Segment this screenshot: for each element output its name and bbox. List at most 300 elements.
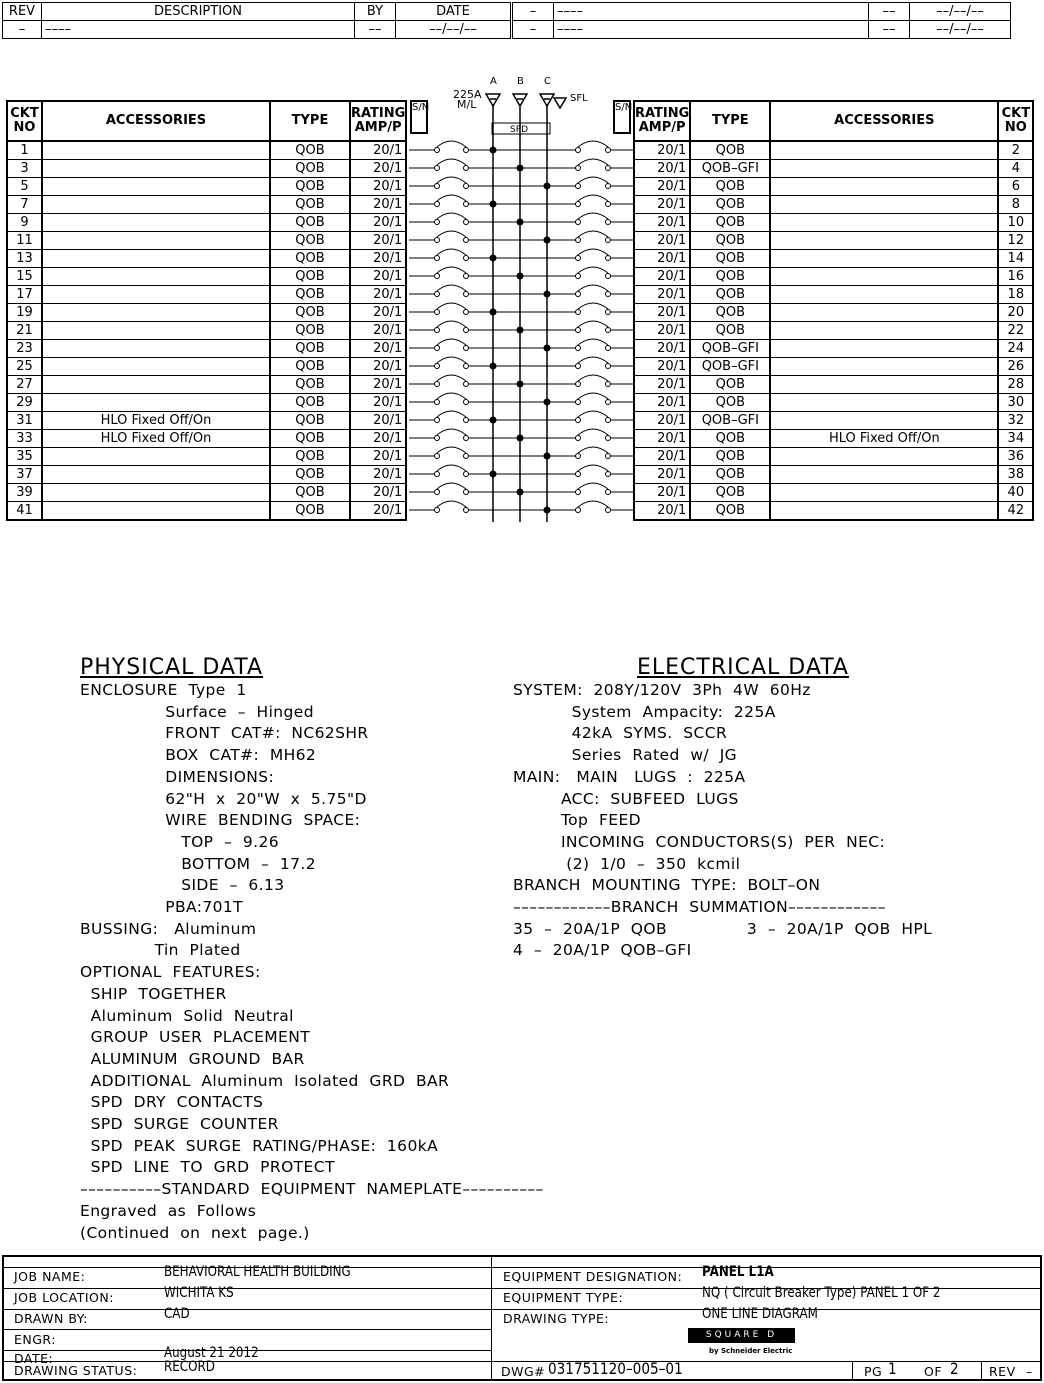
breaker-type: QOB [690, 178, 770, 196]
drawing-status-value: RECORD [164, 1359, 215, 1375]
right-breaker-terminal [576, 490, 581, 495]
right-breaker-arc [578, 483, 608, 489]
left-breaker-arc [437, 285, 466, 291]
left-sn-label: S/N [410, 100, 428, 134]
circuit-row [7, 214, 406, 232]
circuit-rating: 20/1 [350, 358, 406, 376]
drawn-by-label: DRAWN BY: [14, 1311, 88, 1326]
right-breaker-arc [578, 321, 608, 327]
right-breaker-terminal [576, 184, 581, 189]
breaker-type: QOB [690, 214, 770, 232]
circuit-rating: 20/1 [350, 160, 406, 178]
circuit-row [634, 141, 1033, 160]
left-breaker-arc [437, 159, 466, 165]
accessories-cell [770, 232, 998, 250]
left-breaker-terminal [464, 256, 469, 261]
accessories-cell: HLO Fixed Off/On [42, 430, 270, 448]
accessories-header: ACCESSORIES [42, 101, 270, 141]
breaker-type: QOB [270, 448, 350, 466]
left-breaker-arc [437, 393, 466, 399]
bus-connection-dot [490, 363, 497, 370]
bus-connection-dot [490, 309, 497, 316]
data-line: Series Rated w/ JG [513, 746, 738, 765]
left-breaker-arc [437, 357, 466, 363]
circuit-rating: 20/1 [350, 232, 406, 250]
date-value: August 21 2012 [164, 1345, 259, 1361]
circuit-number: 31 [7, 412, 42, 430]
equipment-designation-value: PANEL L1A [702, 1264, 774, 1280]
left-breaker-arc [437, 501, 466, 507]
revision-row [3, 21, 1011, 39]
breaker-type: QOB–GFI [690, 160, 770, 178]
description-cell: –––– [42, 21, 355, 39]
circuit-row [7, 232, 406, 250]
circuit-row [634, 502, 1033, 521]
right-breaker-arc [578, 177, 608, 183]
circuit-row [7, 340, 406, 358]
data-line: SPD LINE TO GRD PROTECT [80, 1158, 335, 1177]
circuit-number: 19 [7, 304, 42, 322]
circuit-number: 3 [7, 160, 42, 178]
breaker-type: QOB–GFI [690, 412, 770, 430]
breaker-type: QOB [690, 394, 770, 412]
accessories-cell [42, 376, 270, 394]
right-breaker-terminal [576, 256, 581, 261]
right-breaker-terminal [576, 454, 581, 459]
circuit-rating: 20/1 [350, 196, 406, 214]
circuit-rating: 20/1 [350, 412, 406, 430]
spd-label: SPD [510, 125, 529, 135]
breaker-type: QOB [270, 196, 350, 214]
circuit-row [7, 304, 406, 322]
circuit-rating: 20/1 [634, 196, 690, 214]
by-cell: –– [869, 3, 910, 21]
left-breaker-terminal [435, 436, 440, 441]
left-breaker-terminal [435, 166, 440, 171]
date-cell: ––/––/–– [396, 21, 512, 39]
circuit-row [634, 466, 1033, 484]
breaker-type: QOB [270, 268, 350, 286]
circuit-number: 32 [998, 412, 1033, 430]
job-location-label: JOB LOCATION: [14, 1290, 114, 1305]
breaker-type: QOB [690, 322, 770, 340]
description-cell: –––– [554, 3, 869, 21]
right-breaker-terminal [606, 238, 611, 243]
breaker-type: QOB [270, 214, 350, 232]
equipment-type-label: EQUIPMENT TYPE: [503, 1290, 624, 1305]
circuit-rating: 20/1 [350, 466, 406, 484]
data-line: ALUMINUM GROUND BAR [80, 1049, 305, 1068]
left-breaker-arc [437, 141, 466, 147]
circuit-rating: 20/1 [350, 214, 406, 232]
left-breaker-terminal [435, 274, 440, 279]
right-breaker-terminal [576, 148, 581, 153]
circuit-row [634, 250, 1033, 268]
right-breaker-terminal [576, 508, 581, 513]
right-breaker-arc [578, 357, 608, 363]
right-breaker-terminal [576, 166, 581, 171]
circuit-rating: 20/1 [350, 430, 406, 448]
left-breaker-terminal [464, 274, 469, 279]
job-location-value: WICHITA KS [164, 1285, 234, 1301]
data-line: BUSSING: Aluminum [80, 919, 257, 938]
bus-connection-dot [517, 165, 524, 172]
page-label: PG [864, 1364, 883, 1379]
right-breaker-arc [578, 267, 608, 273]
accessories-cell [42, 466, 270, 484]
circuit-rating: 20/1 [350, 304, 406, 322]
description-cell: –––– [554, 21, 869, 39]
accessories-cell [42, 160, 270, 178]
accessories-cell [770, 484, 998, 502]
right-breaker-terminal [606, 220, 611, 225]
right-breaker-terminal [606, 418, 611, 423]
accessories-cell [770, 412, 998, 430]
circuit-row [634, 484, 1033, 502]
accessories-cell [770, 502, 998, 521]
right-breaker-terminal [576, 436, 581, 441]
accessories-cell: HLO Fixed Off/On [770, 430, 998, 448]
circuit-number: 23 [7, 340, 42, 358]
left-breaker-terminal [435, 238, 440, 243]
drawing-type-label: DRAWING TYPE: [503, 1311, 610, 1326]
accessories-cell [42, 141, 270, 160]
circuit-number: 21 [7, 322, 42, 340]
circuit-number: 37 [7, 466, 42, 484]
of-label: OF [924, 1364, 943, 1379]
bus-connection-dot [490, 471, 497, 478]
circuit-rating: 20/1 [634, 250, 690, 268]
title-block [2, 1255, 1042, 1381]
circuit-row [634, 232, 1033, 250]
accessories-cell [770, 448, 998, 466]
accessories-cell [42, 178, 270, 196]
breaker-type: QOB [270, 430, 350, 448]
breaker-type: QOB [270, 376, 350, 394]
circuit-number: 36 [998, 448, 1033, 466]
circuit-rating: 20/1 [634, 430, 690, 448]
data-line: ––––––––––STANDARD EQUIPMENT NAMEPLATE–––––––––– [80, 1180, 544, 1199]
circuit-row [7, 502, 406, 521]
physical-data-heading: PHYSICAL DATA [80, 655, 264, 680]
bus-connection-dot [544, 237, 551, 244]
accessories-cell [770, 196, 998, 214]
right-breaker-terminal [606, 436, 611, 441]
breaker-type: QOB [270, 340, 350, 358]
date-label: DATE: [14, 1351, 54, 1366]
left-circuit-table [6, 100, 407, 521]
data-line: ENCLOSURE Type 1 [80, 681, 247, 699]
left-breaker-terminal [435, 490, 440, 495]
circuit-rating: 20/1 [350, 376, 406, 394]
rev-cell: – [512, 21, 554, 39]
circuit-number: 8 [998, 196, 1033, 214]
right-breaker-terminal [606, 292, 611, 297]
accessories-cell [42, 196, 270, 214]
left-breaker-terminal [464, 490, 469, 495]
breaker-type: QOB [270, 178, 350, 196]
main-lug-symbols [486, 94, 566, 108]
circuit-rating: 20/1 [634, 502, 690, 521]
left-breaker-terminal [435, 418, 440, 423]
accessories-cell [770, 466, 998, 484]
ckt-no-header: CKT NO [998, 101, 1033, 141]
right-breaker-terminal [606, 490, 611, 495]
right-breaker-terminal [606, 508, 611, 513]
type-header: TYPE [270, 101, 350, 141]
breaker-type: QOB [690, 250, 770, 268]
circuit-rating: 20/1 [634, 376, 690, 394]
drawing-type-value: ONE LINE DIAGRAM [702, 1306, 818, 1322]
job-name-value: BEHAVIORAL HEALTH BUILDING [164, 1264, 351, 1280]
circuit-row [7, 268, 406, 286]
phase-b-label: B [517, 76, 524, 87]
right-breaker-terminal [576, 418, 581, 423]
left-breaker-terminal [435, 310, 440, 315]
left-breaker-arc [437, 195, 466, 201]
left-breaker-terminal [435, 220, 440, 225]
right-breaker-terminal [606, 364, 611, 369]
accessories-cell [42, 268, 270, 286]
dwg-number: 031751120–005–01 [548, 1359, 683, 1378]
breaker-type: QOB [690, 376, 770, 394]
electrical-data-block [513, 680, 932, 962]
data-line: 35 – 20A/1P QOB 3 – 20A/1P QOB HPL [513, 919, 933, 938]
circuit-row [634, 412, 1033, 430]
breaker-type: QOB [690, 232, 770, 250]
circuit-number: 20 [998, 304, 1033, 322]
drawing-status-label: DRAWING STATUS: [14, 1363, 138, 1378]
bus-connection-dot [544, 507, 551, 514]
circuit-number: 28 [998, 376, 1033, 394]
circuit-number: 15 [7, 268, 42, 286]
phase-c-label: C [544, 76, 551, 87]
data-line: 4 – 20A/1P QOB–GFI [513, 941, 692, 960]
right-breaker-terminal [576, 382, 581, 387]
data-line: SYSTEM: 208Y/120V 3Ph 4W 60Hz [513, 681, 811, 699]
accessories-cell [770, 376, 998, 394]
circuit-number: 17 [7, 286, 42, 304]
accessories-cell [42, 448, 270, 466]
right-breaker-arc [578, 375, 608, 381]
circuit-rating: 20/1 [634, 322, 690, 340]
circuit-rating: 20/1 [634, 214, 690, 232]
left-breaker-terminal [464, 472, 469, 477]
circuit-row [7, 430, 406, 448]
left-header-row [7, 101, 406, 141]
left-breaker-terminal [464, 400, 469, 405]
data-line: ACC: SUBFEED LUGS [513, 789, 739, 808]
accessories-cell [770, 141, 998, 160]
data-line: Tin Plated [80, 941, 241, 960]
breaker-type: QOB [270, 232, 350, 250]
data-line: ADDITIONAL Aluminum Isolated GRD BAR [80, 1071, 450, 1090]
breaker-symbols [409, 141, 634, 514]
left-breaker-terminal [464, 436, 469, 441]
circuit-rating: 20/1 [634, 484, 690, 502]
breaker-type: QOB [270, 484, 350, 502]
breaker-type: QOB [270, 286, 350, 304]
data-line: INCOMING CONDUCTORS(S) PER NEC: [513, 832, 886, 851]
circuit-row [634, 196, 1033, 214]
left-breaker-terminal [435, 256, 440, 261]
main-type-label: M/L [457, 98, 477, 111]
left-breaker-terminal [435, 328, 440, 333]
left-breaker-terminal [435, 148, 440, 153]
one-line-diagram [400, 70, 645, 525]
rev-cell: – [3, 21, 42, 39]
drawn-by-value: CAD [164, 1306, 190, 1322]
right-breaker-arc [578, 465, 608, 471]
circuit-row [7, 286, 406, 304]
breaker-type: QOB [270, 394, 350, 412]
accessories-cell [42, 304, 270, 322]
bus-connection-dot [544, 345, 551, 352]
circuit-number: 33 [7, 430, 42, 448]
data-line: (Continued on next page.) [80, 1223, 310, 1242]
circuit-row [7, 466, 406, 484]
right-breaker-terminal [606, 382, 611, 387]
right-breaker-terminal [576, 328, 581, 333]
revision-block [2, 2, 1011, 39]
data-line: SPD PEAK SURGE RATING/PHASE: 160kA [80, 1136, 439, 1155]
data-line: Top FEED [513, 811, 641, 830]
left-breaker-terminal [464, 364, 469, 369]
bus-connection-dot [544, 453, 551, 460]
breaker-type: QOB [270, 141, 350, 160]
left-breaker-terminal [464, 454, 469, 459]
rev-header: REV [3, 3, 42, 21]
right-breaker-terminal [576, 202, 581, 207]
left-breaker-arc [437, 177, 466, 183]
circuit-number: 9 [7, 214, 42, 232]
circuit-row [7, 394, 406, 412]
left-breaker-terminal [464, 328, 469, 333]
circuit-row [634, 448, 1033, 466]
sfl-label: SFL [570, 93, 588, 104]
main-rating-label: 225A [453, 88, 482, 101]
accessories-cell [770, 304, 998, 322]
data-line: Aluminum Solid Neutral [80, 1006, 294, 1025]
circuit-number: 16 [998, 268, 1033, 286]
circuit-row [634, 268, 1033, 286]
physical-data-block [80, 680, 544, 1244]
left-breaker-terminal [435, 292, 440, 297]
left-breaker-terminal [435, 382, 440, 387]
accessories-cell [770, 358, 998, 376]
circuit-row [7, 448, 406, 466]
circuit-rating: 20/1 [350, 340, 406, 358]
right-breaker-terminal [606, 328, 611, 333]
circuit-number: 5 [7, 178, 42, 196]
phase-a-label: A [490, 76, 497, 87]
left-breaker-terminal [464, 292, 469, 297]
data-line: System Ampacity: 225A [513, 702, 776, 721]
data-line: FRONT CAT#: NC62SHR [80, 724, 369, 743]
accessories-cell [42, 394, 270, 412]
right-breaker-terminal [576, 364, 581, 369]
bus-connection-dot [517, 327, 524, 334]
circuit-number: 41 [7, 502, 42, 521]
left-breaker-arc [437, 267, 466, 273]
data-line: 42kA SYMS. SCCR [513, 724, 728, 743]
rating-header: RATING AMP/P [634, 101, 690, 141]
circuit-row [7, 141, 406, 160]
bus-connection-dot [517, 219, 524, 226]
right-breaker-arc [578, 501, 608, 507]
right-breaker-arc [578, 159, 608, 165]
circuit-number: 7 [7, 196, 42, 214]
breaker-type: QOB [690, 484, 770, 502]
breaker-type: QOB [690, 286, 770, 304]
circuit-rating: 20/1 [350, 484, 406, 502]
right-breaker-terminal [606, 310, 611, 315]
accessories-cell [770, 340, 998, 358]
circuit-number: 18 [998, 286, 1033, 304]
breaker-type: QOB [690, 141, 770, 160]
data-line: SPD SURGE COUNTER [80, 1115, 279, 1134]
circuit-rating: 20/1 [634, 448, 690, 466]
circuit-rating: 20/1 [350, 286, 406, 304]
left-breaker-terminal [464, 220, 469, 225]
circuit-number: 2 [998, 141, 1033, 160]
left-breaker-terminal [435, 184, 440, 189]
right-breaker-terminal [606, 346, 611, 351]
circuit-number: 35 [7, 448, 42, 466]
circuit-row [7, 358, 406, 376]
accessories-cell: HLO Fixed Off/On [42, 412, 270, 430]
accessories-cell [42, 250, 270, 268]
circuit-number: 22 [998, 322, 1033, 340]
description-header: DESCRIPTION [42, 3, 355, 21]
left-breaker-terminal [464, 508, 469, 513]
right-breaker-arc [578, 339, 608, 345]
data-line: TOP – 9.26 [80, 832, 279, 851]
data-line: BOX CAT#: MH62 [80, 746, 317, 765]
left-breaker-terminal [464, 148, 469, 153]
right-breaker-arc [578, 303, 608, 309]
data-line: BRANCH MOUNTING TYPE: BOLT–ON [513, 876, 821, 895]
bus-connection-dot [544, 399, 551, 406]
breaker-type: QOB [690, 430, 770, 448]
right-breaker-terminal [606, 202, 611, 207]
circuit-number: 27 [7, 376, 42, 394]
left-breaker-terminal [464, 310, 469, 315]
circuit-row [634, 394, 1033, 412]
circuit-number: 26 [998, 358, 1033, 376]
schneider-subtitle: by Schneider Electric [709, 1347, 793, 1355]
accessories-cell [42, 286, 270, 304]
left-breaker-arc [437, 411, 466, 417]
circuit-number: 11 [7, 232, 42, 250]
circuit-row [634, 430, 1033, 448]
circuit-number: 24 [998, 340, 1033, 358]
left-breaker-terminal [435, 346, 440, 351]
data-line: Surface – Hinged [80, 702, 314, 721]
right-breaker-terminal [576, 472, 581, 477]
bus-connection-dot [517, 273, 524, 280]
right-breaker-terminal [606, 472, 611, 477]
accessories-cell [770, 268, 998, 286]
rev-label: REV [989, 1364, 1016, 1379]
accessories-cell [42, 484, 270, 502]
left-breaker-terminal [435, 400, 440, 405]
circuit-rating: 20/1 [634, 160, 690, 178]
breaker-type: QOB [270, 160, 350, 178]
bus-connection-dot [517, 489, 524, 496]
right-breaker-arc [578, 231, 608, 237]
right-breaker-terminal [576, 400, 581, 405]
